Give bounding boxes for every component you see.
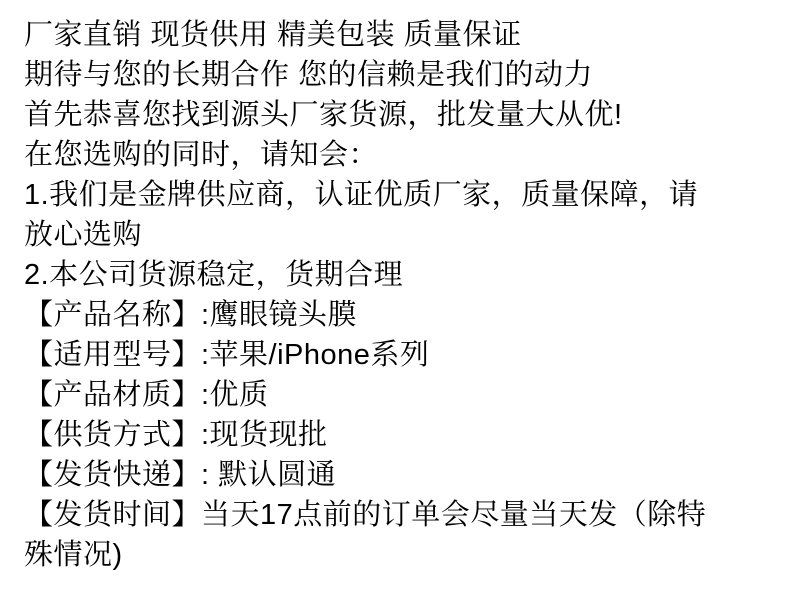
text-line-intro-2: 期待与您的长期合作 您的信赖是我们的动力: [24, 59, 594, 91]
text-line-intro-3: 首先恭喜您找到源头厂家货源，批发量大从优!: [24, 99, 623, 131]
text-line-supply-method: 【供货方式】:现货现批: [24, 419, 328, 451]
text-line-material: 【产品材质】:优质: [24, 379, 269, 411]
text-line-notice: 在您选购的同时，请知会：: [24, 139, 379, 171]
text-line-shipping-courier: 【发货快递】: 默认圆通: [24, 459, 337, 491]
text-line-intro-1: 厂家直销 现货供用 精美包装 质量保证: [24, 19, 522, 51]
text-line-point-1b: 放心选购: [24, 219, 143, 251]
text-line-shipping-time-1: 【发货时间】当天17点前的订单会尽量当天发（除特: [24, 499, 707, 531]
text-line-applicable-model: 【适用型号】:苹果/iPhone系列: [24, 339, 430, 371]
text-line-shipping-time-2: 殊情况): [24, 539, 123, 571]
text-line-point-2: 2.本公司货源稳定，货期合理: [24, 259, 404, 291]
text-line-product-name: 【产品名称】:鹰眼镜头膜: [24, 299, 358, 331]
text-line-point-1a: 1.我们是金牌供应商，认证优质厂家，质量保障，请: [24, 179, 699, 211]
